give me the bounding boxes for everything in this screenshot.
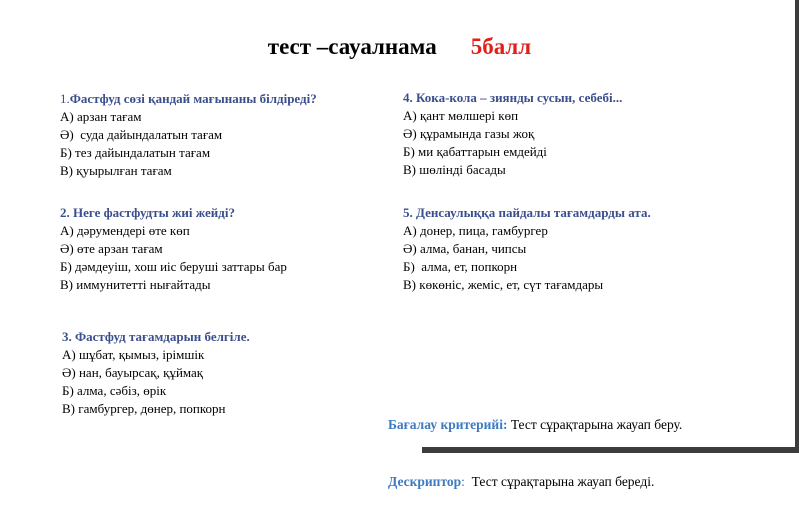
question-1-number: 1. [60, 91, 70, 106]
question-1-option-b: Б) тез дайындалатын тағам [60, 145, 211, 160]
question-1-heading [60, 90, 317, 108]
question-5-text: Денсаулыққа пайдалы тағамдарды ата. [412, 205, 651, 220]
question-1 [60, 90, 317, 180]
question-5-number: 5. [403, 205, 413, 220]
criteria-label: Бағалау критерийі: [388, 417, 508, 432]
descriptor-text: Тест сұрақтарына жауап береді. [464, 474, 655, 489]
criteria-text: Тест сұрақтарына жауап беру. [507, 417, 683, 432]
question-2-option-v: В) иммунитетті нығайтады [60, 277, 211, 292]
question-1-option-ae: Ә) суда дайындалатын тағам [60, 127, 223, 142]
question-2-option-ae: Ә) өте арзан тағам [60, 241, 163, 256]
question-1-text: Фастфуд сөзі қандай мағынаны білдіреді? [69, 91, 317, 106]
descriptor-label: Дескриптор [388, 474, 462, 489]
question-5-option-ae: Ә) алма, банан, чипсы [403, 241, 527, 256]
question-2-option-b: Б) дәмдеуіш, хош иіс беруші заттары бар [60, 259, 287, 274]
question-4-option-v: В) шөлінді басады [403, 162, 506, 177]
question-2-heading [60, 204, 287, 222]
question-5 [403, 204, 651, 294]
question-3-text: Фастфуд тағамдарын белгіле. [71, 329, 250, 344]
question-3-option-a: А) шұбат, қымыз, ірімшік [62, 347, 205, 362]
question-1-option-a: А) арзан тағам [60, 109, 142, 124]
question-4-option-b: Б) ми қабаттарын емдейді [403, 144, 547, 159]
question-5-option-v: В) көкөніс, жеміс, ет, сүт тағамдары [403, 277, 604, 292]
question-2-option-a: А) дәрумендері өте көп [60, 223, 190, 238]
window-edge-right [795, 0, 799, 453]
question-3-option-b: Б) алма, сәбіз, өрік [62, 383, 167, 398]
question-1-option-v: В) қуырылған тағам [60, 163, 172, 178]
question-4 [403, 89, 622, 179]
assessment-criteria [388, 377, 682, 510]
question-2-number: 2. [60, 205, 70, 220]
descriptor-separator: : [461, 474, 465, 489]
title-score: 5балл [470, 34, 532, 59]
question-3-option-ae: Ә) нан, бауырсақ, құймақ [62, 365, 204, 380]
question-5-option-a: А) донер, пица, гамбургер [403, 223, 548, 238]
title-text: тест –сауалнама [267, 34, 437, 59]
descriptor-line [388, 472, 682, 491]
question-3 [62, 328, 250, 418]
question-2 [60, 204, 287, 294]
question-4-number: 4. [403, 90, 413, 105]
question-4-option-a: А) қант мөлшері көп [403, 108, 519, 123]
page-title [0, 34, 799, 60]
question-2-text: Неге фастфудты жиі жейді? [69, 205, 235, 220]
question-4-option-ae: Ә) құрамында газы жоқ [403, 126, 535, 141]
question-5-heading [403, 204, 651, 222]
question-4-text: Кока-кола – зиянды сусын, себебі... [412, 90, 623, 105]
question-5-option-b: Б) алма, ет, попкорн [403, 259, 518, 274]
question-3-number: 3. [62, 329, 72, 344]
question-4-heading [403, 89, 622, 107]
criteria-line [388, 415, 682, 434]
question-3-heading [62, 328, 250, 346]
question-3-option-v: В) гамбургер, дөнер, попкорн [62, 401, 226, 416]
